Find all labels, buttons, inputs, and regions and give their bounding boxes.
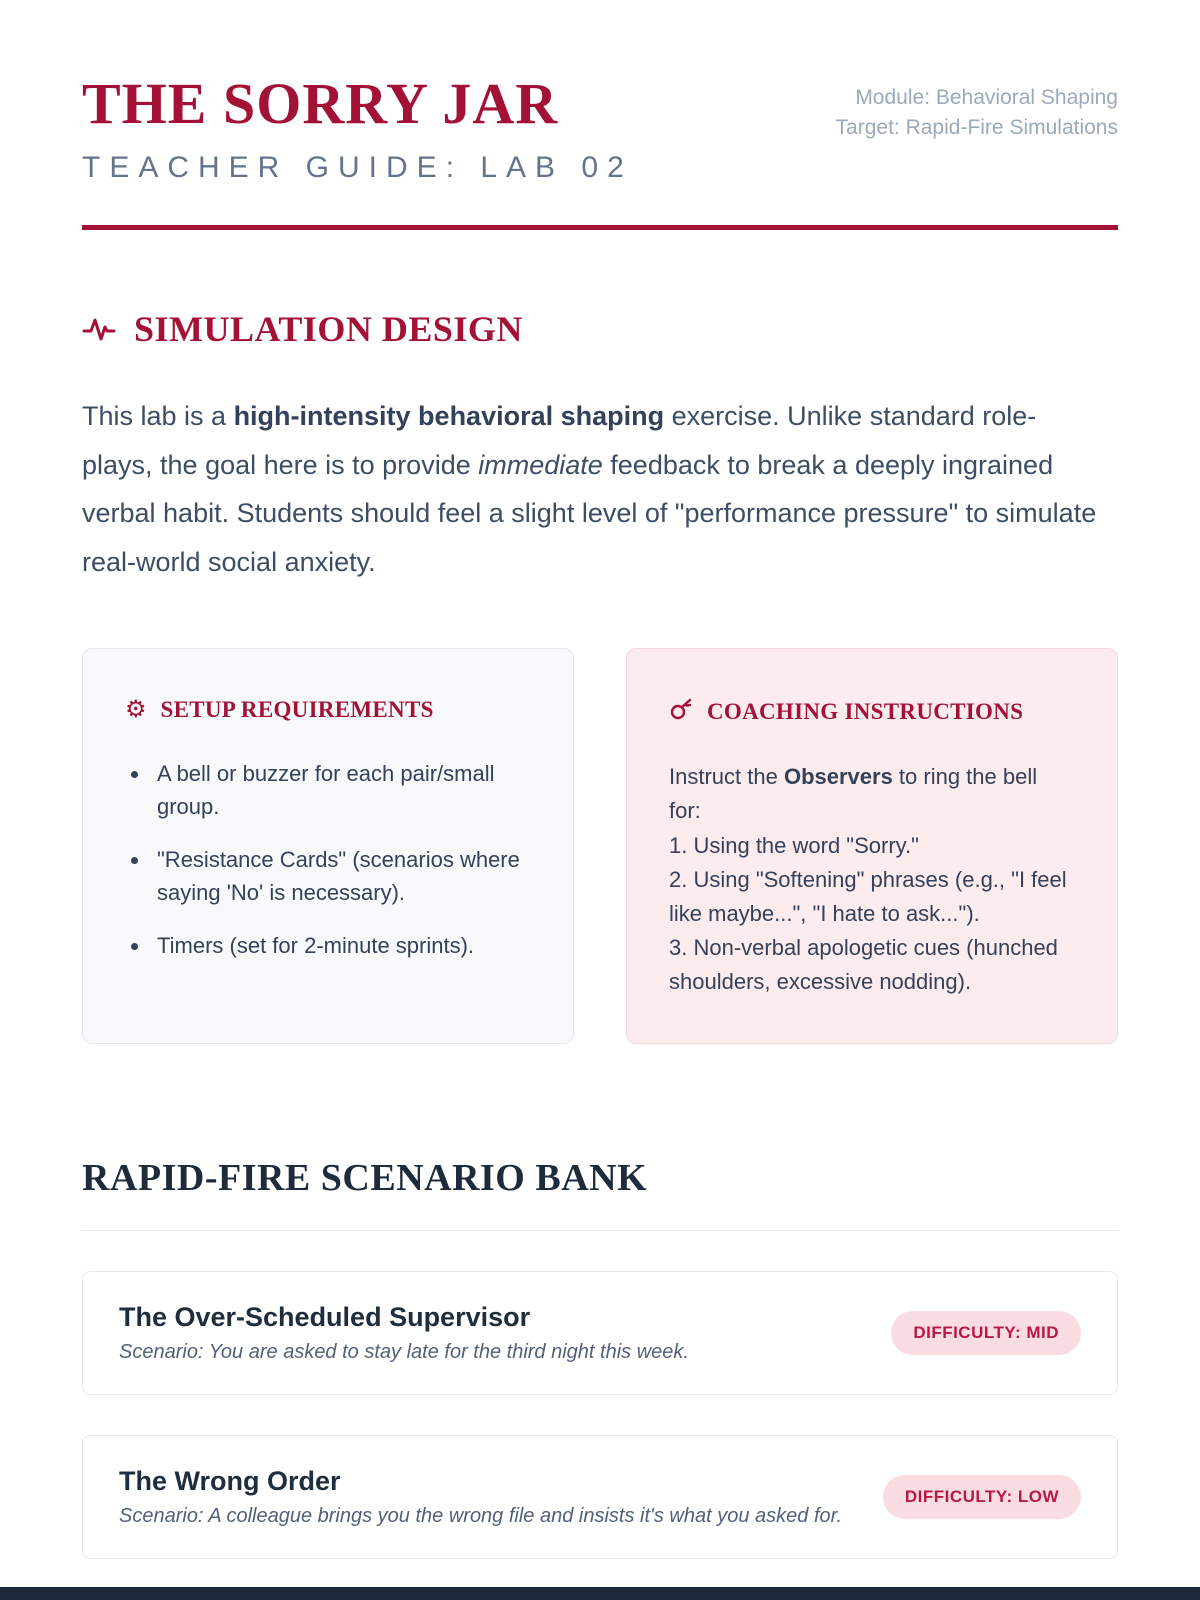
coaching-instructions-card [626, 648, 1118, 1044]
intro-paragraph [82, 392, 1102, 586]
document-header [82, 71, 1118, 185]
info-cards-row [82, 648, 1118, 1044]
meta-block [836, 83, 1118, 144]
intro-text-2: exercise. Unlike standard role-plays, the goal here is to provide [82, 401, 1037, 480]
simulation-design-header [82, 308, 1118, 350]
scenario-card [82, 1435, 1118, 1559]
coaching-rule-3: 3. Non-verbal apologetic cues (hunched shoulders, excessive nodding). [669, 934, 1058, 994]
coaching-rule-1: 1. Using the word "Sorry." [669, 832, 919, 858]
title-block [82, 71, 633, 185]
scenario-description: Scenario: A colleague brings you the wrong file and insists it's what you asked for. [119, 1505, 843, 1528]
difficulty-badge: DIFFICULTY: MID [891, 1311, 1081, 1355]
difficulty-badge: DIFFICULTY: LOW [883, 1475, 1081, 1519]
setup-requirements-card [82, 648, 574, 1044]
footer-accent-bar [0, 1587, 1200, 1600]
intro-text-3: feedback to break a deeply ingrained verbal habit. Students should feel a slight level of "performance pressure" to simulate real-world social anxiety. [82, 449, 1097, 577]
coaching-card-header [669, 697, 1075, 726]
page-title: THE SORRY JAR [82, 71, 559, 136]
intro-text-bold: high-intensity behavioral shaping [233, 401, 665, 431]
list-item: • A bell or buzzer for each pair/small group. [151, 757, 531, 823]
coaching-instructions-body [669, 760, 1075, 999]
whistle-icon [669, 697, 693, 726]
scenario-title: The Wrong Order [119, 1466, 341, 1497]
meta-module: Module: Behavioral Shaping [855, 86, 1118, 109]
coaching-card-title: COACHING INSTRUCTIONS [707, 698, 1024, 724]
intro-text-italic: immediate [478, 449, 603, 480]
section-title: SIMULATION DESIGN [134, 309, 523, 349]
scenario-title: The Over-Scheduled Supervisor [119, 1302, 531, 1333]
scenario-text [119, 1466, 842, 1528]
scenario-text [119, 1302, 689, 1364]
setup-card-title: SETUP REQUIREMENTS [160, 697, 434, 723]
list-item: • "Resistance Cards" (scenarios where saying 'No' is necessary). [151, 843, 531, 909]
header-divider [82, 225, 1118, 230]
scenario-description: Scenario: You are asked to stay late for the third night this week. [119, 1341, 689, 1364]
gear-icon: ⚙ [125, 696, 147, 724]
coaching-intro [669, 760, 1075, 828]
page-subtitle: TEACHER GUIDE: LAB 02 [82, 151, 633, 184]
list-item: • Timers (set for 2-minute sprints). [151, 929, 531, 962]
setup-requirements-list [125, 757, 531, 962]
coaching-intro-text-1: Instruct the [669, 764, 784, 790]
scenario-bank-title: RAPID-FIRE SCENARIO BANK [82, 1156, 1118, 1231]
pulse-icon [82, 312, 116, 346]
intro-text-1: This lab is a [82, 401, 234, 431]
meta-target: Target: Rapid-Fire Simulations [835, 116, 1118, 140]
scenario-card [82, 1271, 1118, 1395]
coaching-rule-2: 2. Using "Softening" phrases (e.g., "I feel like maybe...", "I hate to ask..."). [669, 866, 1067, 926]
coaching-intro-text-2: to ring the bell for: [669, 764, 1038, 824]
setup-card-header [125, 697, 531, 723]
coaching-intro-bold: Observers [783, 764, 893, 790]
